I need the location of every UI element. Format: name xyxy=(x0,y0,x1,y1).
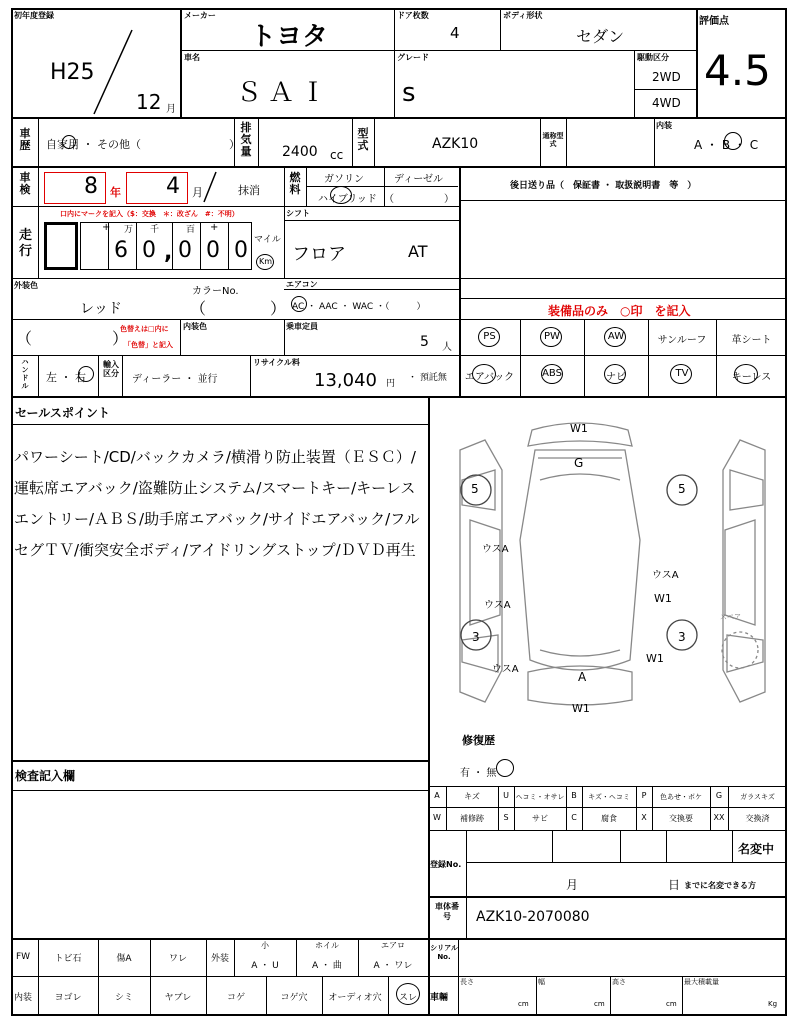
insp-month-unit: 月 xyxy=(192,186,203,199)
exterior-section-label: 外装 xyxy=(210,954,229,964)
fuel-diesel: ディーゼル xyxy=(394,174,443,185)
mileage-comma: , xyxy=(164,240,173,265)
interior-item-7: スレ xyxy=(398,993,417,1003)
displacement-label: 排気量 xyxy=(240,121,252,158)
interior-item-5: コゲ穴 xyxy=(280,993,308,1003)
legend-r1-0: A xyxy=(434,791,440,800)
grade-label: グレード xyxy=(397,53,429,62)
diagram-mark-usa-2: ウスA xyxy=(484,600,511,611)
first-reg-year: H25 xyxy=(50,60,95,85)
equip-sunroof: サンルーフ xyxy=(657,335,707,346)
equip-tv-circle xyxy=(670,364,692,384)
vin-label: 車体番号 xyxy=(435,902,459,921)
color-change-note-2: 「色替」と記入 xyxy=(124,341,173,349)
repair-options: 有 ・ 無 xyxy=(460,768,497,779)
legend-r2-6: X xyxy=(641,813,647,822)
small-label: 小 xyxy=(261,941,269,950)
mileage-plus-2: + xyxy=(210,222,219,233)
recycle-yen: 円 xyxy=(386,379,396,389)
first-reg-month-unit: 月 xyxy=(166,104,176,115)
mileage-unit-100: 百 xyxy=(186,225,196,235)
first-reg-slash xyxy=(90,28,140,118)
interior-item-6: オーディオ穴 xyxy=(328,993,382,1003)
maker-label: メーカー xyxy=(184,11,216,20)
legend-r1-1: キズ xyxy=(464,792,480,801)
equip-leather: 革シート xyxy=(731,335,772,346)
interior-item-3: ヤブレ xyxy=(164,993,192,1003)
diagram-mark-w1-right: W1 xyxy=(654,592,672,605)
capacity-value: 5 xyxy=(420,334,429,350)
equip-aw: AW xyxy=(607,331,625,342)
mileage-digit-4: 0 xyxy=(206,238,220,263)
name-label: 車名 xyxy=(184,53,200,62)
diagram-spare-label: スペア xyxy=(720,613,741,621)
capacity-label: 乗車定員 xyxy=(286,322,318,331)
equip-ps: PS xyxy=(483,331,496,342)
fw-item-2: 傷A xyxy=(116,954,132,964)
max-load-label: 最大積載量 xyxy=(684,978,719,986)
diagram-mark-w1-bottom: W1 xyxy=(572,702,590,715)
ac-label: エアコン xyxy=(286,280,318,289)
diagram-mark-usa-3: ウスA xyxy=(652,570,679,581)
diagram-mark-usa-1: ウスA xyxy=(482,544,509,555)
wheel-options: A ・ 曲 xyxy=(312,961,342,971)
equip-airbag-circle xyxy=(472,364,496,384)
mileage-unit-10k: 万 xyxy=(124,225,134,235)
equip-keyless-circle xyxy=(734,364,758,384)
accessories-label: 後日送り品（ 保証書 ・ 取扱説明書 等 ） xyxy=(510,181,697,191)
transmission: AT xyxy=(408,242,428,261)
equip-ps-circle xyxy=(478,327,500,347)
equip-airbag: エアバック xyxy=(464,372,515,383)
displacement-value: 2400 xyxy=(282,144,318,160)
length-cm: cm xyxy=(518,1000,529,1008)
width-cm: cm xyxy=(594,1000,605,1008)
interior-color-label: 内装色 xyxy=(183,322,207,331)
repair-none-circle xyxy=(496,759,514,777)
aero-options: A ・ ワレ xyxy=(373,961,413,971)
displacement-unit: cc xyxy=(330,148,344,162)
small-options: A ・ U xyxy=(251,961,279,971)
equip-title: 装備品のみ ○印 を記入 xyxy=(548,304,691,318)
legend-r1-6: P xyxy=(641,791,647,800)
history-text: 自家用 ・ その他（ ） xyxy=(46,138,240,151)
inspection-notes-label: 検査記入欄 xyxy=(15,769,76,783)
legend-r1-8: G xyxy=(715,791,723,800)
repair-label: 修復歴 xyxy=(462,734,495,747)
legend-r1-5: キズ・ヘコミ xyxy=(588,793,630,801)
recycle-deposit: ・ 預託無 xyxy=(408,373,447,383)
body-label: ボディ形状 xyxy=(503,11,543,20)
interior-label: 内装 xyxy=(656,121,672,130)
legend-r1-4: B xyxy=(571,791,577,800)
diagram-mark-3-left: 3 xyxy=(472,630,480,644)
equip-tv: TV xyxy=(675,368,689,379)
mileage-digit-1: 6 xyxy=(114,238,128,263)
equip-navi-circle xyxy=(604,364,626,384)
sales-text: パワーシート/CD/バックカメラ/横滑り防止装置（ＥＳＣ）/運転席エアバック/盗難防止システム/スマートキー/キーレスエントリー/ＡＢＳ/助手席エアバック/サイドエアバック/フルセグＴＶ/衝突安全ボディ/アイドリングストップ/ＤＶＤ再生 xyxy=(14,448,420,559)
insp-slash xyxy=(200,170,220,204)
color-no-label: カラーNo. xyxy=(192,286,239,297)
recycle-label: リサイクル料 xyxy=(253,358,300,367)
mileage-label: 走行 xyxy=(19,228,33,259)
model-label: 型式 xyxy=(357,127,369,152)
legend-r2-7: 交換要 xyxy=(669,814,693,823)
exterior-color-label: 外装色 xyxy=(14,281,38,290)
mileage-note: 口内にマークを記入（$：交換 ＊：改ざん #：不明） xyxy=(60,210,239,218)
mileage-plus-1: + xyxy=(102,222,111,233)
history-label: 車歴 xyxy=(19,127,31,152)
equip-keyless: キーレス xyxy=(731,372,772,383)
height-cm: cm xyxy=(666,1000,677,1008)
mileage-digit-3: 0 xyxy=(178,238,192,263)
legend-r2-0: W xyxy=(433,813,441,822)
handle-right-circle xyxy=(78,366,94,382)
model-value: AZK10 xyxy=(432,136,479,152)
exterior-color: レッド xyxy=(80,301,122,317)
max-load-kg: Kg xyxy=(768,1000,778,1008)
mileage-unit-1k: 千 xyxy=(150,225,160,235)
interior-scuff-circle xyxy=(396,983,420,1005)
insp-year-unit: 年 xyxy=(110,186,121,199)
diagram-mark-usa-4: ウスA xyxy=(492,664,519,675)
doors-label: ドア枚数 xyxy=(397,11,429,20)
interior-item-1: ヨゴレ xyxy=(54,993,82,1003)
diagram-mark-a: A xyxy=(578,670,587,684)
mileage-digit-5: 0 xyxy=(234,238,248,263)
score-value: 4.5 xyxy=(704,46,771,95)
sales-title: セールスポイント xyxy=(15,406,110,420)
interior-grades: A ・ B ・ C xyxy=(694,138,759,152)
handle-label: ハンドル xyxy=(21,358,29,390)
color-no-value: （ ） xyxy=(190,299,287,318)
legend-r2-5: 腐食 xyxy=(601,814,617,823)
mileage-digit-2: 0 xyxy=(142,238,156,263)
equip-navi: ナビ xyxy=(606,372,626,383)
registration-day: 日 xyxy=(668,878,681,892)
common-model-label: 通称型式 xyxy=(542,132,564,148)
interior-grade-b-circle xyxy=(724,132,742,150)
color-change-note-1: 色替えは□内に xyxy=(120,325,169,333)
dims-label: 車輛 xyxy=(430,993,449,1003)
serial-label: シリアルNo. xyxy=(430,944,458,961)
length-label: 長さ xyxy=(460,978,474,986)
ac-circle xyxy=(291,296,307,312)
legend-r1-7: 色あせ・ボケ xyxy=(660,793,702,801)
wheel-label: ホイル xyxy=(315,941,339,950)
fuel-hybrid-circle xyxy=(330,186,352,204)
equip-abs-circle xyxy=(541,364,563,384)
fuel-other: （ ） xyxy=(384,194,454,205)
capacity-unit: 人 xyxy=(442,342,452,353)
vin-value: AZK10-2070080 xyxy=(476,909,590,925)
deregistered: 抹消 xyxy=(238,184,260,197)
recycle-amount: 13,040 xyxy=(314,370,377,391)
height-label: 高さ xyxy=(612,978,626,986)
insp-year: 8 xyxy=(84,174,98,199)
first-reg-month: 12 xyxy=(136,90,162,114)
changed-color-value: （ ） xyxy=(16,329,129,348)
legend-r2-1: 補修跡 xyxy=(460,814,484,823)
first-reg-label: 初年度登録 xyxy=(14,11,54,20)
diagram-mark-5-right: 5 xyxy=(678,482,686,496)
fuel-label: 燃料 xyxy=(289,171,301,196)
history-private-circle xyxy=(62,135,76,149)
mileage-mile: マイル xyxy=(254,235,281,245)
diagram-mark-w1-rear-right: W1 xyxy=(646,652,664,665)
score-label: 評価点 xyxy=(699,16,729,27)
fw-label: FW xyxy=(16,952,31,962)
drive-2wd: 2WD xyxy=(652,70,681,84)
legend-r1-9: ガラスキズ xyxy=(740,793,775,801)
registration-label: 登録No. xyxy=(430,860,462,869)
drive-4wd: 4WD xyxy=(652,96,681,110)
interior-item-2: シミ xyxy=(114,993,133,1003)
ac-options: AC ・ AAC ・ WAC ・（ ） xyxy=(292,302,426,312)
import-options: ディーラー ・ 並行 xyxy=(132,374,218,385)
interior-section-label: 内装 xyxy=(14,993,33,1003)
legend-r1-3: ヘコミ・オサレ xyxy=(515,793,565,801)
width-label: 幅 xyxy=(538,978,545,986)
body-value: セダン xyxy=(576,27,625,46)
fw-item-1: トビ石 xyxy=(54,954,82,964)
mileage-extra-box xyxy=(44,222,78,270)
legend-r2-2: S xyxy=(503,813,509,822)
doors-value: 4 xyxy=(450,24,460,42)
legend-r1-2: U xyxy=(503,791,509,800)
equip-aw-circle xyxy=(604,327,626,347)
fuel-gasoline: ガソリン xyxy=(324,174,364,185)
maker-value: トヨタ xyxy=(250,22,329,52)
aero-label: エアロ xyxy=(381,941,405,950)
import-label: 輸入区分 xyxy=(103,360,119,378)
shift-type: フロア xyxy=(292,244,346,265)
legend-r2-3: サビ xyxy=(532,814,548,823)
shift-label: シフト xyxy=(286,209,310,218)
legend-r2-4: C xyxy=(571,813,577,822)
diagram-mark-g: G xyxy=(574,456,584,470)
legend-r2-9: 交換済 xyxy=(745,814,770,823)
drive-label: 駆動区分 xyxy=(637,53,669,62)
insp-month: 4 xyxy=(166,174,180,199)
grade-value: s xyxy=(402,78,416,108)
legend-r2-8: XX xyxy=(713,813,725,822)
mileage-km: Km xyxy=(259,257,273,266)
diagram-mark-3-right: 3 xyxy=(678,630,686,644)
name-change: 名変中 xyxy=(738,842,775,856)
equip-pw-circle xyxy=(540,327,562,347)
interior-item-4: コゲ xyxy=(226,993,245,1003)
fuel-hybrid: ハイブリッド xyxy=(318,194,377,205)
fw-item-3: ワレ xyxy=(168,954,187,964)
registration-month: 月 xyxy=(566,878,579,892)
registration-deadline: までに名変できる方 xyxy=(684,881,756,890)
diagram-mark-5-left: 5 xyxy=(471,482,479,496)
diagram-mark-w1-top: W1 xyxy=(570,422,588,435)
inspection-label: 車検 xyxy=(19,171,31,196)
name-value: ＳＡＩ xyxy=(236,78,333,108)
equip-pw: PW xyxy=(544,331,560,342)
equip-abs: ABS xyxy=(542,368,562,379)
car-diagram xyxy=(440,410,785,740)
handle-options: 左 ・ 右 xyxy=(46,371,86,384)
